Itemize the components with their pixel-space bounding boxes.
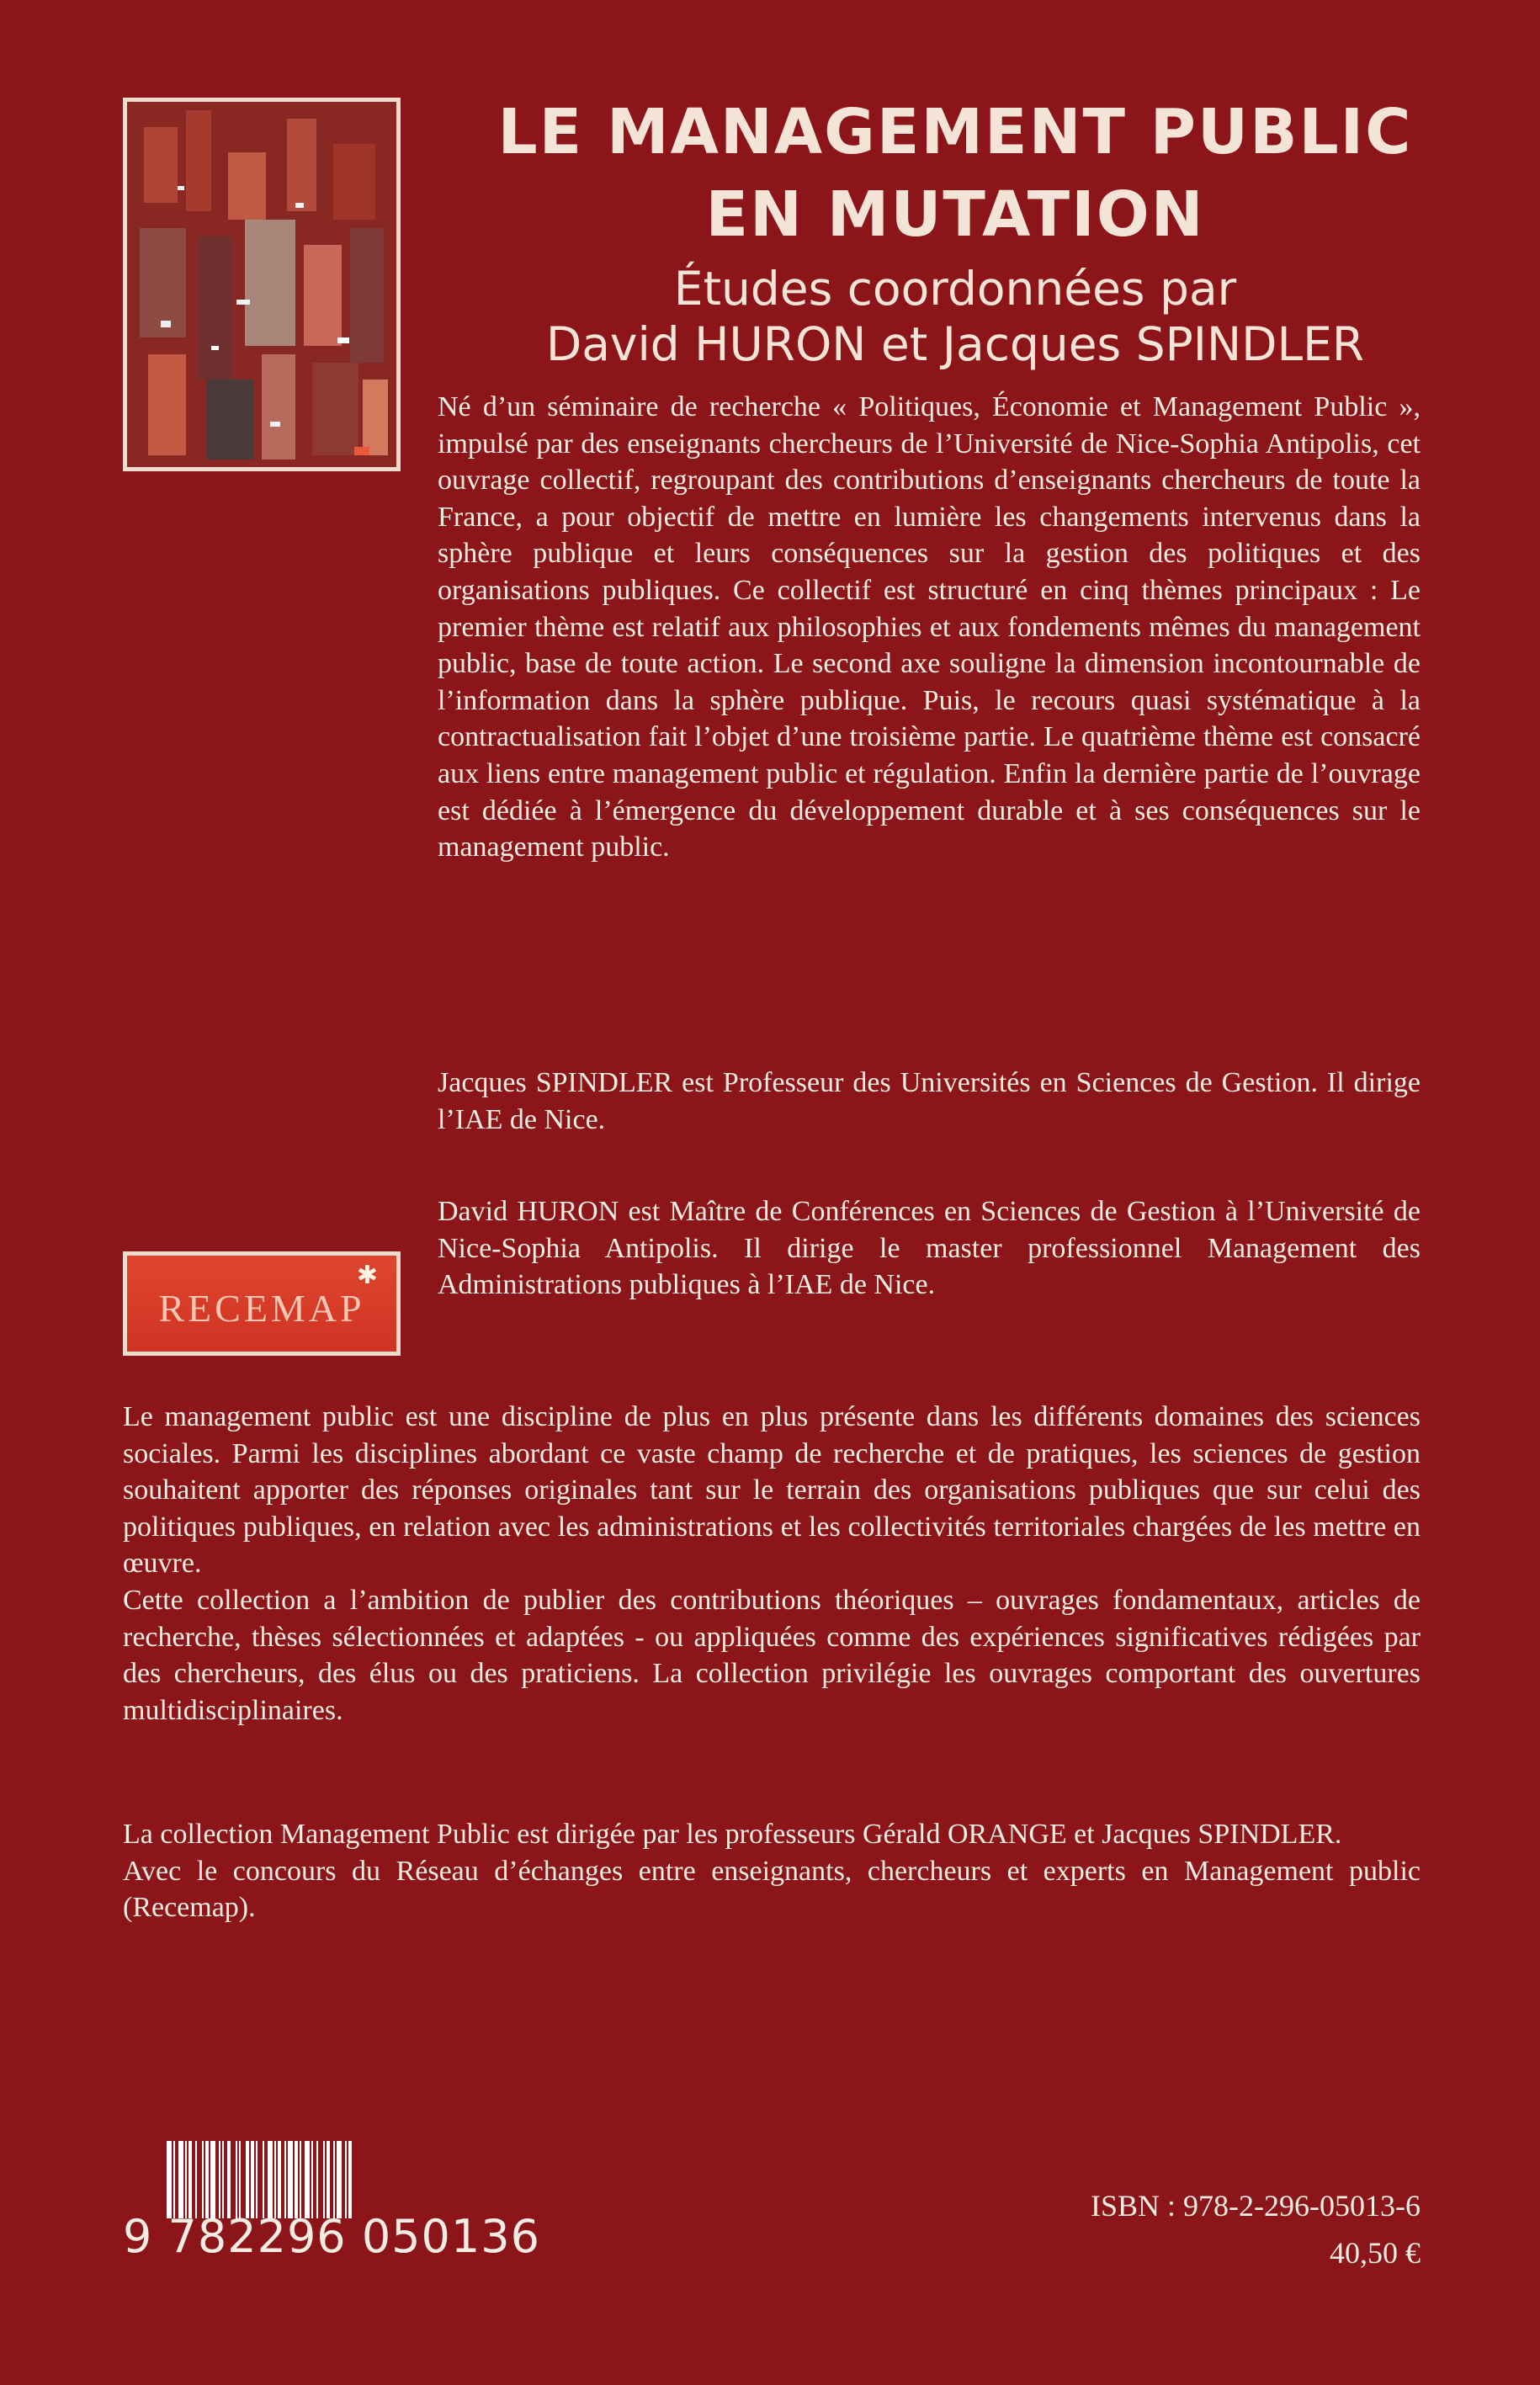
barcode-bar bbox=[189, 2141, 192, 2218]
title-line-1: LE MANAGEMENT PUBLIC bbox=[497, 96, 1413, 168]
barcode-bar bbox=[236, 2141, 237, 2218]
collection-paragraph-1: Le management public est une discipline de plus en plus présente dans les différents domaines des sciences sociales. Parmi les disciplines abordant ce vaste champ de recherche et de pratiques, les sciences de gestion souhaitent apporter des réponses originales tant sur le terrain des organisations publiques que sur celui des politiques publiques, en relation avec les administrations et les collectivités territoriales chargées de les mettre en œuvre. bbox=[123, 1401, 1421, 1580]
barcode-bar bbox=[210, 2141, 215, 2218]
barcode-bar bbox=[333, 2141, 335, 2218]
direction-paragraph-1: La collection Management Public est dirigée par les professeurs Gérald ORANGE et Jacques SPINDLER. bbox=[123, 1819, 1342, 1850]
barcode-bar bbox=[251, 2141, 254, 2218]
title-line-2: EN MUTATION bbox=[705, 178, 1205, 251]
barcode-bar bbox=[348, 2141, 352, 2218]
barcode-bar bbox=[311, 2141, 313, 2218]
barcode-bar bbox=[167, 2141, 172, 2218]
barcode-bar bbox=[246, 2141, 249, 2218]
barcode-bar bbox=[239, 2141, 241, 2218]
barcode-bar bbox=[295, 2141, 298, 2218]
bio-spindler bbox=[438, 1065, 1421, 1138]
barcode-bar bbox=[195, 2141, 197, 2218]
description-paragraph: Né d’un séminaire de recherche « Politiques, Économie et Management Public », impulsé par des enseignants chercheurs de l’Université de Nice-Sophia Antipolis, cet ouvrage collectif, regroupant des contributions d’enseignants chercheurs de toute la France, a pour objectif de mettre en lumière les changements intervenus dans la sphère publique et leurs conséquences sur la gestion des politiques et des organisations publiques. Ce collectif est structuré en cinq thèmes principaux : Le premier thème est relatif aux philosophies et aux fondements mêmes du management public, base de toute action. Le second axe souligne la dimension incontournable de l’information dans la sphère publique. Puis, le recours quasi systématique à la contractualisation fait l’objet d’une troisième partie. Le quatrième thème est consacré aux liens entre management public et régulation. Enfin la dernière partie de l’ouvrage est dédiée à l’émergence du développement durable et à ses conséquences sur le management public. bbox=[438, 391, 1421, 863]
cover-painting bbox=[123, 98, 401, 471]
barcode-bar bbox=[185, 2141, 187, 2218]
barcode-bar bbox=[173, 2141, 175, 2218]
subtitle-line-1: Études coordonnées par bbox=[673, 262, 1237, 316]
recemap-logo bbox=[123, 1251, 401, 1356]
barcode-bar bbox=[288, 2141, 293, 2218]
barcode-bar bbox=[337, 2141, 342, 2218]
book-description bbox=[438, 389, 1421, 866]
barcode-bar bbox=[323, 2141, 325, 2218]
barcode-digits: 9 782296 050136 bbox=[123, 2210, 540, 2263]
barcode-bar bbox=[300, 2141, 301, 2218]
subtitle-line-2: David HURON et Jacques SPINDLER bbox=[545, 317, 1365, 371]
book-subtitle bbox=[438, 261, 1473, 372]
direction-paragraph-2: Avec le concours du Réseau d’échanges entre enseignants, chercheurs et experts en Management public (Recemap). bbox=[123, 1855, 1421, 1924]
barcode-bar bbox=[284, 2141, 286, 2218]
star-icon: ✱ bbox=[356, 1262, 378, 1289]
barcode-bar bbox=[205, 2141, 209, 2218]
recemap-logo-text: RECEMAP bbox=[158, 1286, 365, 1330]
barcode-bar bbox=[263, 2141, 264, 2218]
barcode-bar bbox=[268, 2141, 273, 2218]
bio-spindler-text: Jacques SPINDLER est Professeur des Universités en Sciences de Gestion. Il dirige l’IAE de Nice. bbox=[438, 1067, 1421, 1135]
isbn: ISBN : 978-2-296-05013-6 bbox=[1091, 2189, 1421, 2223]
barcode-bar bbox=[202, 2141, 204, 2218]
barcode-bar bbox=[278, 2141, 281, 2218]
barcode-bar bbox=[222, 2141, 224, 2218]
book-title bbox=[438, 91, 1473, 256]
barcode-bar bbox=[316, 2141, 318, 2218]
barcode-bar bbox=[256, 2141, 258, 2218]
barcode-bar bbox=[178, 2141, 183, 2218]
barcode-bar bbox=[219, 2141, 220, 2218]
bio-huron bbox=[438, 1193, 1421, 1304]
collection-direction bbox=[123, 1816, 1421, 1926]
bio-huron-text: David HURON est Maître de Conférences en Sciences de Gestion à l’Université de Nice-Sophia Antipolis. Il dirige le master professionnel Management des Administrations publiques à l’IAE de Nice. bbox=[438, 1196, 1421, 1301]
barcode-bar bbox=[274, 2141, 276, 2218]
price: 40,50 € bbox=[1330, 2236, 1421, 2270]
barcode-bar bbox=[345, 2141, 347, 2218]
barcode-bar bbox=[327, 2141, 330, 2218]
collection-description bbox=[123, 1399, 1421, 1729]
collection-paragraph-2: Cette collection a l’ambition de publier des contributions théoriques – ouvrages fondamentaux, articles de recherche, thèses sélectionnées et adaptées - ou appliquées comme des expériences significatives rédigées par des chercheurs, des élus ou des praticiens. La collection privilégie les ouvrages comportant des ouvertures multidisciplinaires. bbox=[123, 1584, 1421, 1726]
barcode-bar bbox=[227, 2141, 231, 2218]
barcode-bar bbox=[305, 2141, 310, 2218]
